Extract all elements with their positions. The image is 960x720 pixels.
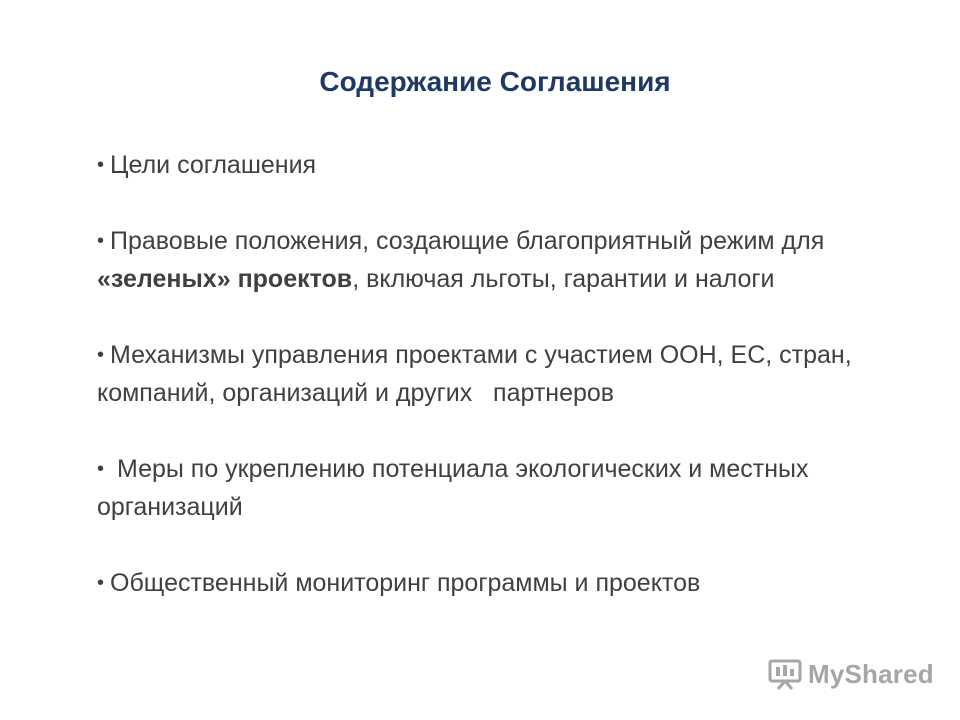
presentation-screen-icon <box>768 658 802 690</box>
list-item <box>97 564 897 602</box>
list-item <box>97 336 897 412</box>
list-item-text: Цели соглашения <box>110 151 317 179</box>
bullet-icon: • <box>97 154 105 176</box>
list-item <box>97 222 897 298</box>
list-item-text: Механизмы управления проектами с участием ООН, ЕС, стран, компаний, организаций и других партнеров <box>97 341 852 407</box>
list-item-text: Правовые положения, создающие благоприятный режим для <box>110 227 825 255</box>
bullet-icon: • <box>97 230 105 252</box>
list-item <box>97 146 897 184</box>
watermark-logo <box>768 656 934 692</box>
list-item-text: Общественный мониторинг программы и проектов <box>110 569 701 597</box>
slide-title: Содержание Соглашения <box>319 66 671 97</box>
list-item-text: , включая льготы, гарантии и налоги <box>352 265 775 293</box>
bullet-icon: • <box>97 572 105 594</box>
list-item-text: Меры по укреплению потенциала экологических и местных организаций <box>97 455 809 521</box>
bullet-list <box>97 146 897 602</box>
list-item <box>97 450 897 526</box>
watermark-text: MyShared <box>808 658 934 689</box>
bullet-icon: • <box>97 344 105 366</box>
list-item-bold-text: «зеленых» проектов <box>97 265 353 293</box>
bullet-icon: • <box>97 458 105 480</box>
